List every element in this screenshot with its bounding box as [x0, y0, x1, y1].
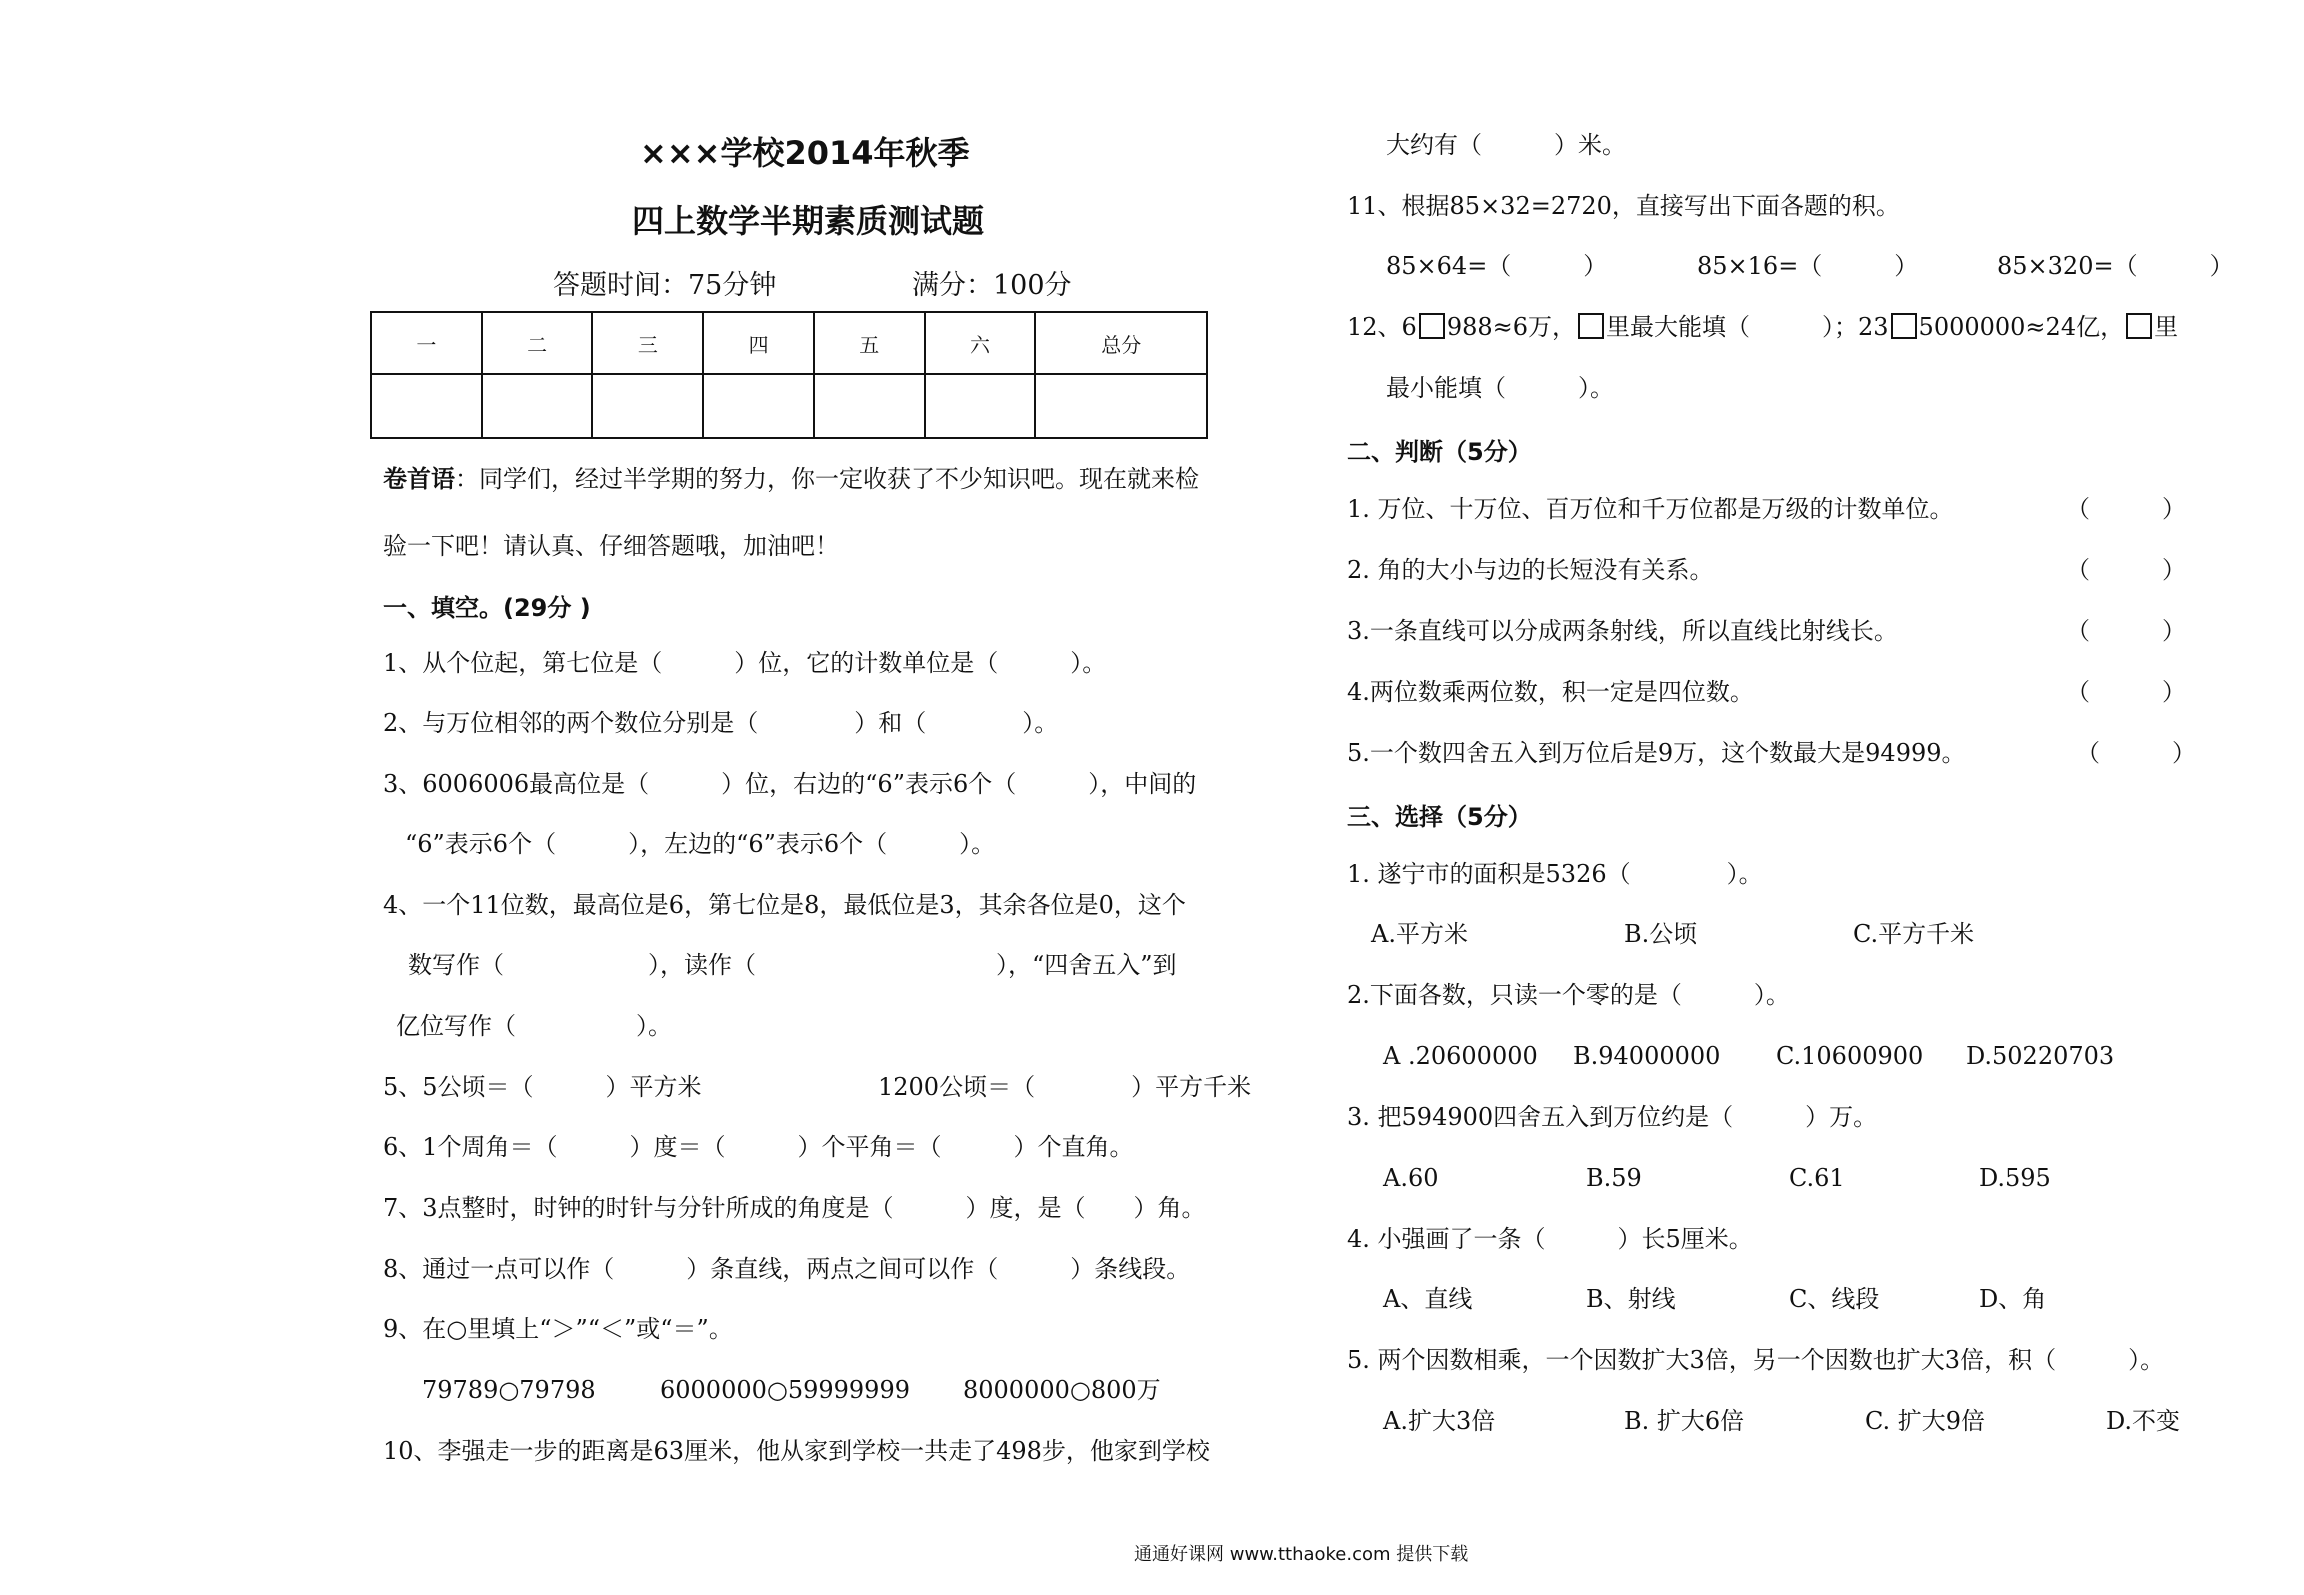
choice-option: B.公顷	[1624, 920, 1698, 948]
choice-option: B.94000000	[1573, 1042, 1721, 1070]
choice-option: B、射线	[1586, 1285, 1676, 1313]
judge-paren-5: （ ）	[2076, 739, 2196, 767]
score-header-cell: 二	[482, 312, 593, 374]
choice-question-5: 5. 两个因数相乘，一个因数扩大3倍，另一个因数也扩大3倍，积（ ）。	[1347, 1346, 2165, 1374]
blank-box	[1578, 313, 1604, 339]
fill-question-3-cont: “6”表示6个（ ），左边的“6”表示6个（ ）。	[405, 830, 996, 858]
fill-question-9: 9、在○里填上“＞”“＜”或“＝”。	[383, 1315, 733, 1343]
score-header-cell-total: 总分	[1035, 312, 1207, 374]
judge-paren-4: （ ）	[2066, 678, 2186, 706]
footer-download-note: 通通好课网 www.tthaoke.com 提供下载	[1134, 1544, 1469, 1565]
intro-line-2: 验一下吧！请认真、仔细答题哦，加油吧！	[383, 532, 839, 560]
judge-question-5: 5.一个数四舍五入到万位后是9万，这个数最大是94999。	[1347, 739, 1966, 767]
score-empty-cell	[592, 374, 703, 438]
choice-option: B.59	[1586, 1164, 1642, 1192]
judge-question-2: 2. 角的大小与边的长短没有关系。	[1347, 556, 1714, 584]
q12-text-4: 5000000≈24亿，	[1918, 313, 2125, 341]
choice-question-4: 4. 小强画了一条（ ）长5厘米。	[1347, 1225, 1753, 1253]
score-header-cell: 一	[371, 312, 482, 374]
fill-question-9b: 6000000○59999999	[660, 1376, 910, 1404]
choice-option: D.595	[1979, 1164, 2051, 1192]
score-empty-cell	[482, 374, 593, 438]
exam-full-score: 满分：100分	[912, 270, 1072, 301]
choice-question-3: 3. 把594900四舍五入到万位约是（ ）万。	[1347, 1103, 1878, 1131]
q12-text-5: 里	[2154, 313, 2179, 341]
choice-option: C.平方千米	[1853, 920, 1975, 948]
choice-question-2: 2.下面各数，只读一个零的是（ ）。	[1347, 981, 1790, 1009]
intro-text: ：同学们，经过半学期的努力，你一定收获了不少知识吧。现在就来检	[455, 465, 1199, 493]
score-header-cell: 六	[925, 312, 1036, 374]
q12-text-3: 里最大能填（ ）；23	[1606, 313, 1889, 341]
exam-time: 答题时间：75分钟	[553, 270, 777, 301]
choice-option: D.不变	[2106, 1407, 2181, 1435]
score-empty-cell	[814, 374, 925, 438]
q12-text-1: 12、6	[1347, 313, 1417, 341]
choice-option: A.平方米	[1371, 920, 1468, 948]
q12-text-2: 988≈6万，	[1446, 313, 1576, 341]
fill-question-9a: 79789○79798	[422, 1376, 596, 1404]
fill-question-5b: 1200公顷＝（ ）平方千米	[878, 1073, 1252, 1101]
choice-option: C.61	[1789, 1164, 1845, 1192]
judge-paren-1: （ ）	[2066, 495, 2186, 523]
intro-label: 卷首语	[383, 465, 455, 493]
choice-option: A.扩大3倍	[1383, 1407, 1496, 1435]
judge-paren-2: （ ）	[2066, 556, 2186, 584]
fill-question-3: 3、6006006最高位是（ ）位，右边的“6”表示6个（ ），中间的	[383, 770, 1197, 798]
fill-question-4-cont: 数写作（ ），读作（ ），“四舍五入”到	[408, 951, 1177, 979]
fill-question-1: 1、从个位起，第七位是（ ）位，它的计数单位是（ ）。	[383, 649, 1107, 677]
fill-question-11: 11、根据85×32=2720，直接写出下面各题的积。	[1347, 192, 1900, 220]
fill-question-12	[1347, 311, 2178, 343]
choice-option: C、线段	[1789, 1285, 1880, 1313]
score-empty-cell	[1035, 374, 1207, 438]
fill-question-11b: 85×16=（ ）	[1697, 252, 1919, 280]
fill-question-2: 2、与万位相邻的两个数位分别是（ ）和（ ）。	[383, 709, 1059, 737]
choice-option: C. 扩大9倍	[1865, 1407, 1986, 1435]
choice-option: A .20600000	[1383, 1042, 1538, 1070]
choice-question-1: 1. 遂宁市的面积是5326（ ）。	[1347, 860, 1763, 888]
fill-question-7: 7、3点整时，时钟的时针与分针所成的角度是（ ）度，是（ ）角。	[383, 1194, 1206, 1222]
choice-option: B. 扩大6倍	[1624, 1407, 1745, 1435]
intro-line-1	[383, 459, 1199, 494]
blank-box	[1891, 313, 1917, 339]
judge-question-3: 3.一条直线可以分成两条射线，所以直线比射线长。	[1347, 617, 1898, 645]
fill-question-4-cont2: 亿位写作（ ）。	[396, 1012, 672, 1040]
fill-question-11a: 85×64=（ ）	[1386, 252, 1608, 280]
score-empty-cell	[925, 374, 1036, 438]
judge-question-1: 1. 万位、十万位、百万位和千万位都是万级的计数单位。	[1347, 495, 1954, 523]
blank-box	[2126, 313, 2152, 339]
score-table	[370, 311, 1208, 439]
fill-question-10-cont: 大约有（ ）米。	[1386, 131, 1626, 159]
score-header-cell: 三	[592, 312, 703, 374]
score-empty-cell	[703, 374, 814, 438]
choice-option: C.10600900	[1776, 1042, 1924, 1070]
score-header-cell: 五	[814, 312, 925, 374]
choice-option: A.60	[1383, 1164, 1439, 1192]
section-2-title: 二、判断（5分）	[1347, 438, 1532, 466]
fill-question-5a: 5、5公顷＝（ ）平方米	[383, 1073, 702, 1101]
choice-option: A、直线	[1383, 1285, 1473, 1313]
exam-title-school: ×××学校2014年秋季	[640, 134, 970, 172]
fill-question-10: 10、李强走一步的距离是63厘米，他从家到学校一共走了498步，他家到学校	[383, 1437, 1210, 1465]
blank-box	[1419, 313, 1445, 339]
fill-question-11c: 85×320=（ ）	[1997, 252, 2234, 280]
judge-question-4: 4.两位数乘两位数，积一定是四位数。	[1347, 678, 1754, 706]
fill-question-12-cont: 最小能填（ ）。	[1386, 374, 1614, 402]
fill-question-9c: 8000000○800万	[963, 1376, 1161, 1404]
fill-question-8: 8、通过一点可以作（ ）条直线，两点之间可以作（ ）条线段。	[383, 1255, 1191, 1283]
fill-question-4: 4、一个11位数，最高位是6，第七位是8，最低位是3，其余各位是0，这个	[383, 891, 1186, 919]
exam-title-subject: 四上数学半期素质测试题	[632, 202, 985, 240]
section-3-title: 三、选择（5分）	[1347, 803, 1532, 831]
score-header-cell: 四	[703, 312, 814, 374]
section-1-title: 一、填空。(29分 )	[383, 594, 591, 622]
fill-question-6: 6、1个周角＝（ ）度＝（ ）个平角＝（ ）个直角。	[383, 1133, 1134, 1161]
judge-paren-3: （ ）	[2066, 617, 2186, 645]
score-empty-cell	[371, 374, 482, 438]
choice-option: D、角	[1979, 1285, 2047, 1313]
choice-option: D.50220703	[1966, 1042, 2115, 1070]
